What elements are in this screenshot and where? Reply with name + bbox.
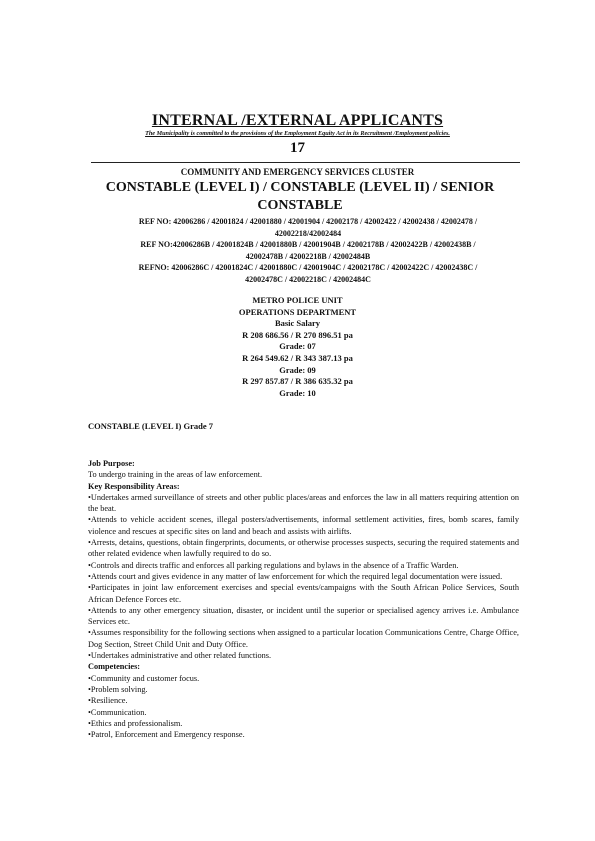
reference-numbers xyxy=(98,216,518,285)
competency-item: •Communication. xyxy=(88,707,147,717)
competency-item: •Problem solving. xyxy=(88,684,148,694)
job-purpose-label: Job Purpose: xyxy=(88,459,135,468)
salary-line: R 297 857.87 / R 386 635.32 pa xyxy=(242,376,353,387)
kra-item: •Controls and directs traffic and enforces all parking regulations and bylaws in the absence of a Traffic Warden. xyxy=(88,560,459,570)
ref-line: 42002478B / 42002218B / 42002484B xyxy=(245,251,371,261)
kra-item: •Undertakes administrative and other related functions. xyxy=(88,651,272,661)
competency-item: •Patrol, Enforcement and Emergency response. xyxy=(88,730,245,740)
job-purpose-text: To undergo training in the areas of law enforcement. xyxy=(88,470,263,480)
divider xyxy=(91,162,520,163)
competency-item: •Resilience. xyxy=(88,696,128,706)
kra-label: Key Responsibility Areas: xyxy=(88,481,180,491)
department-name: OPERATIONS DEPARTMENT xyxy=(238,306,357,317)
salary-label: Basic Salary xyxy=(274,318,321,329)
ref-line: 42002218/42002484 xyxy=(274,228,342,238)
kra-item: •Attends to any other emergency situation, disaster, or incident until the superior or specialised agency arrives i.e. Ambulance Services etc. xyxy=(88,605,519,627)
kra-item: •Attends court and gives evidence in any matter of law enforcement for which the required legal documentation were issued. xyxy=(88,571,503,581)
job-description xyxy=(88,458,519,740)
kra-item: •Assumes responsibility for the following sections when assigned to a particular location Communications Centre, Charge Office, Dog Section, Street Child Unit and Duty Office. xyxy=(88,628,519,649)
ref-line: REF NO: 42006286 / 42001824 / 42001880 / 42001904 / 42002178 / 42002422 / 42002438 / 42002478 / xyxy=(138,217,478,226)
competency-item: •Community and customer focus. xyxy=(88,673,200,683)
kra-item: •Attends to vehicle accident scenes, illegal posters/advertisements, informal settlement activities, fires, bomb scares, family violence and rescues at specific sites on land and beach and assists with airlifts. xyxy=(88,515,519,536)
advert-number: 17 xyxy=(290,140,305,156)
ref-line: 42002478C / 42002218C / 42002484C xyxy=(245,274,371,284)
employment-equity-statement: The Municipality is committed to the provisions of the Employment Equity Act in its Recruitment /Employment policies. xyxy=(145,130,450,137)
page-title: INTERNAL /EXTERNAL APPLICANTS xyxy=(151,112,444,129)
cluster-name: COMMUNITY AND EMERGENCY SERVICES CLUSTER xyxy=(180,167,415,177)
salary-line: R 264 549.62 / R 343 387.13 pa xyxy=(242,352,353,363)
grade-line: Grade: 09 xyxy=(279,364,316,375)
unit-name: METRO POLICE UNIT xyxy=(252,295,343,305)
role-heading: CONSTABLE (LEVEL I) Grade 7 xyxy=(88,421,214,431)
kra-item: •Undertakes armed surveillance of streets and other public places/areas and enforces the law in all matters requiring attention on the beat. xyxy=(88,492,519,514)
kra-item: •Arrests, detains, questions, obtain fingerprints, documents, or otherwise processes suspects, securing the required statements and other related evidence when lawfully required to do so. xyxy=(88,538,519,559)
kra-item: •Participates in joint law enforcement exercises and special events/campaigns with the South African Police Services, South African Defence Forces etc. xyxy=(88,583,519,604)
grade-line: Grade: 07 xyxy=(279,341,316,352)
ref-line: REFNO: 42006286C / 42001824C / 42001880C / 42001904C / 42002178C / 42002422C / 42002438C / xyxy=(138,263,478,272)
ref-line: REF NO:42006286B / 42001824B / 42001880B / 42001904B / 42002178B / 42002422B / 42002438B / xyxy=(140,240,476,249)
unit-and-salary-block xyxy=(0,295,595,399)
competency-item: •Ethics and professionalism. xyxy=(88,718,183,728)
competencies-label: Competencies: xyxy=(88,662,141,672)
salary-line: R 208 686.56 / R 270 896.51 pa xyxy=(242,329,353,340)
position-title: CONSTABLE (LEVEL I) / CONSTABLE (LEVEL II) / SENIOR CONSTABLE xyxy=(105,180,495,213)
grade-line: Grade: 10 xyxy=(279,387,316,398)
